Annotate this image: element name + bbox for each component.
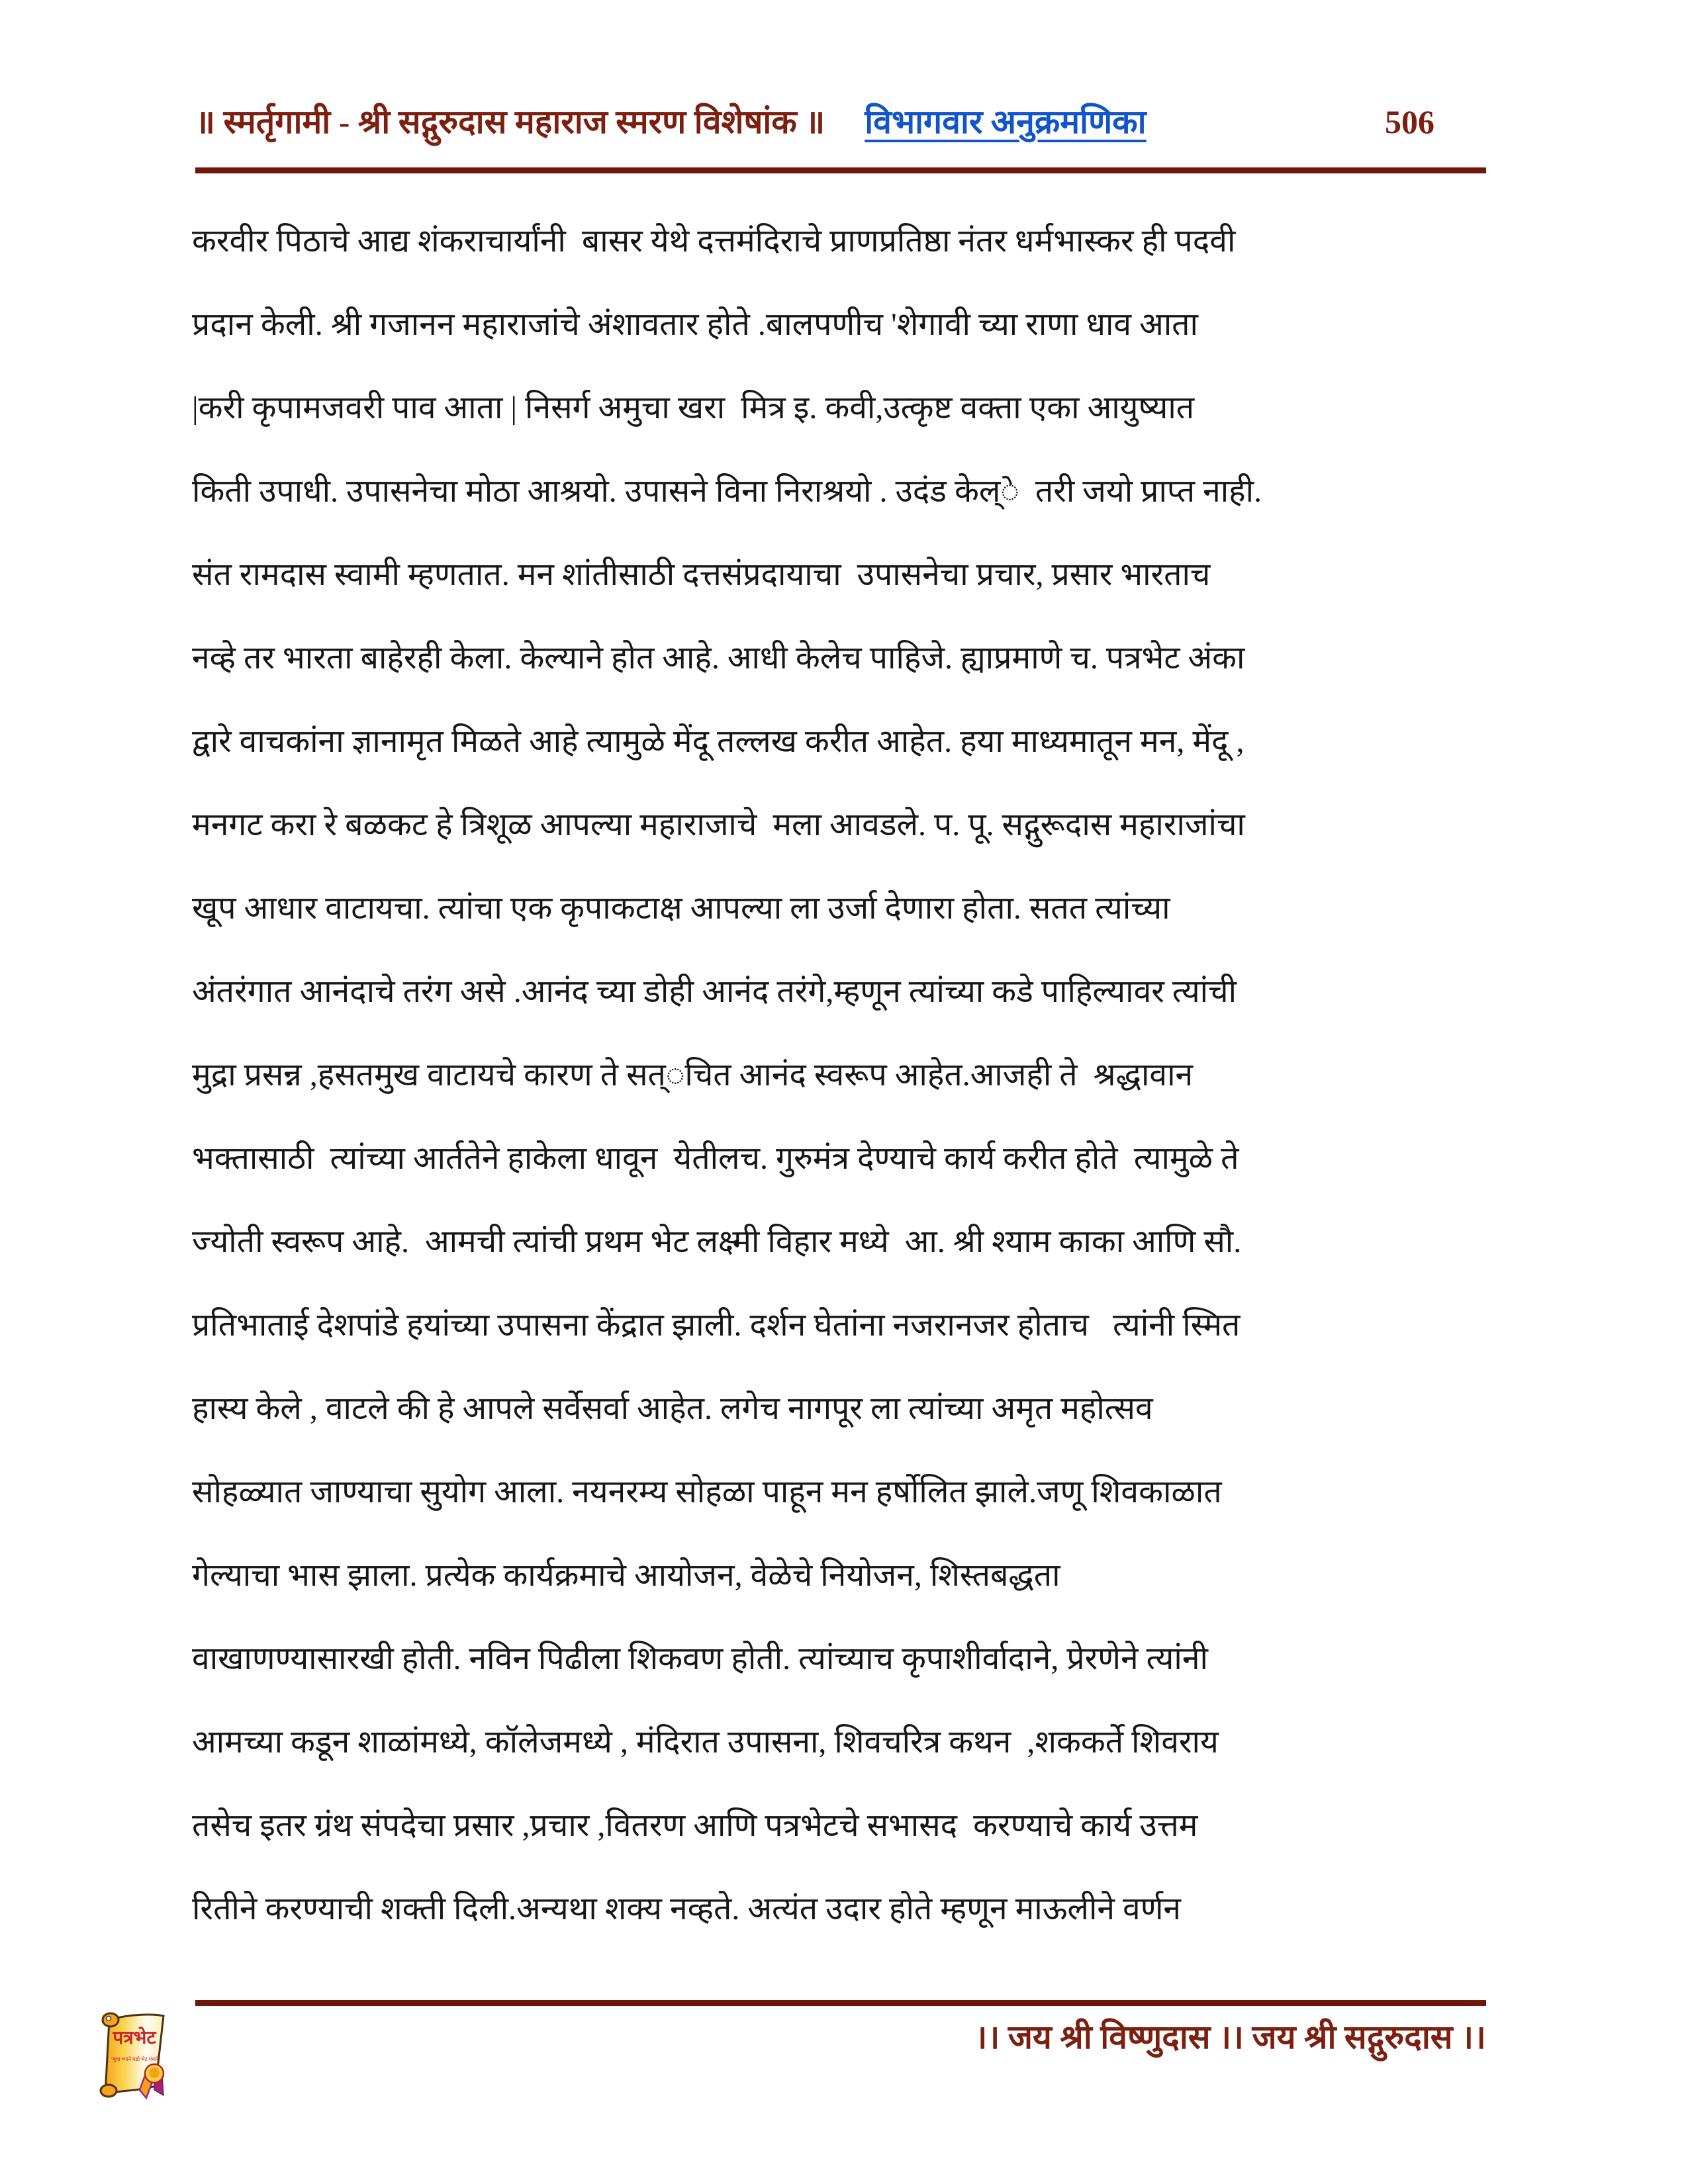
body-line: खूप आधार वाटायचा. त्यांचा एक कृपाकटाक्ष आपल्या ला उर्जा देणारा होता. सतत त्यांच्या (192, 891, 1170, 926)
toc-link[interactable]: विभागवार अनुक्रमणिका (865, 103, 1147, 140)
body-line: नव्हे तर भारता बाहेरही केला. केल्याने होत आहे. आधी केलेच पाहिजे. ह्याप्रमाणे च. पत्रभेट अंका (192, 641, 1245, 676)
body-line: किती उपाधी. उपासनेचा मोठा आश्रयो. उपासने विना निराश्रयो . उदंड केल्े तरी जयो प्राप्त नाही. (192, 474, 1262, 509)
header-divider (195, 167, 1486, 173)
logo-name: पत्रभेट (113, 2028, 156, 2048)
body-line: आमच्या कडून शाळांमध्ये, कॉलेजमध्ये , मंदिरात उपासना, शिवचरित्र कथन ,शककर्ते शिवराय (192, 1725, 1219, 1760)
body-line: सोहळ्यात जाण्याचा सुयोग आला. नयनरम्य सोहळा पाहून मन हर्षोलित झाले.जणू शिवकाळात (192, 1475, 1222, 1510)
body-line: भक्तासाठी त्यांच्या आर्ततेने हाकेला धावून येतीलच. गुरुमंत्र देण्याचे कार्य करीत होते त्यामुळे ते (192, 1141, 1239, 1176)
body-line: करवीर पिठाचे आद्य शंकराचार्यांनी बासर येथे दत्तमंदिराचे प्राणप्रतिष्ठा नंतर धर्मभास्कर ही पदवी (192, 224, 1236, 259)
body-line: तसेच इतर ग्रंथ संपदेचा प्रसार ,प्रचार ,वितरण आणि पत्रभेटचे सभासद करण्याचे कार्य उत्तम (192, 1808, 1198, 1843)
footer-divider (195, 2000, 1486, 2006)
body-line: रितीने करण्याची शक्ती दिली.अन्यथा शक्य नव्हते. अत्यंत उदार होते म्हणून माऊलीने वर्णन (192, 1891, 1182, 1927)
body-line: वाखाणण्यासारखी होती. नविन पिढीला शिकवण होती. त्यांच्याच कृपाशीर्वादाने, प्रेरणेने त्यांनी (192, 1641, 1208, 1676)
footer-blessing: ।। जय श्री विष्णुदास ।। जय श्री सद्गुरुदास ।। (974, 2019, 1486, 2056)
logo-tagline: "बुवा च्याने घडो भेट गंधारे" (111, 2056, 161, 2062)
page-title: ॥ स्मर्तृगामी - श्री सद्गुरुदास महाराज स्मरण विशेषांक ॥ (195, 103, 825, 140)
body-line: संत रामदास स्वामी म्हणतात. मन शांतीसाठी दत्तसंप्रदायाचा उपासनेचा प्रचार, प्रसार भारताच (192, 557, 1211, 592)
page-number: 506 (1385, 103, 1434, 140)
body-line: अंतरंगात आनंदाचे तरंग असे .आनंद च्या डोही आनंद तरंगे,म्हणून त्यांच्या कडे पाहिल्यावर त्यांची (192, 974, 1237, 1009)
scroll-bottom-curl (101, 2085, 117, 2097)
body-line: हास्य केले , वाटले की हे आपले सर्वेसर्वा आहेत. लगेच नागपूर ला त्यांच्या अमृत महोत्सव (192, 1391, 1153, 1426)
body-line: |करी कृपामजवरी पाव आता | निसर्ग अमुचा खरा मित्र इ. कवी,उत्कृष्ट वक्ता एका आयुष्यात (192, 390, 1195, 426)
body-line: ज्योती स्वरूप आहे. आमची त्यांची प्रथम भेट लक्ष्मी विहार मध्ये आ. श्री श्याम काका आणि सौ. (192, 1224, 1242, 1259)
body-line: मुद्रा प्रसन्न ,हसतमुख वाटायचे कारण ते सत्◌चित आनंद स्वरूप आहेत.आजही ते श्रद्धावान (192, 1058, 1194, 1093)
page-header (195, 98, 1486, 143)
body-line: मनगट करा रे बळकट हे त्रिशूळ आपल्या महाराजाचे मला आवडले. प. पू. सद्गुरूदास महाराजांचा (192, 807, 1245, 842)
body-line: प्रतिभाताई देशपांडे हयांच्या उपासना केंद्रात झाली. दर्शन घेतांना नजरानजर होताच त्यांनी स्मित (192, 1308, 1241, 1343)
body-line: प्रदान केली. श्री गजानन महाराजांचे अंशावतार होते .बालपणीच 'शेगावी च्या राणा धाव आता (192, 307, 1198, 342)
patrabhet-scroll-logo (95, 2009, 171, 2103)
body-line: द्वारे वाचकांना ज्ञानामृत मिळते आहे त्यामुळे मेंदू तल्लख करीत आहेत. हया माध्यमातून मन, मेंदू , (192, 724, 1244, 759)
body-text (192, 200, 1509, 1951)
body-line: गेल्याचा भास झाला. प्रत्येक कार्यक्रमाचे आयोजन, वेळेचे नियोजन, शिस्तबद्धता (192, 1558, 1060, 1593)
